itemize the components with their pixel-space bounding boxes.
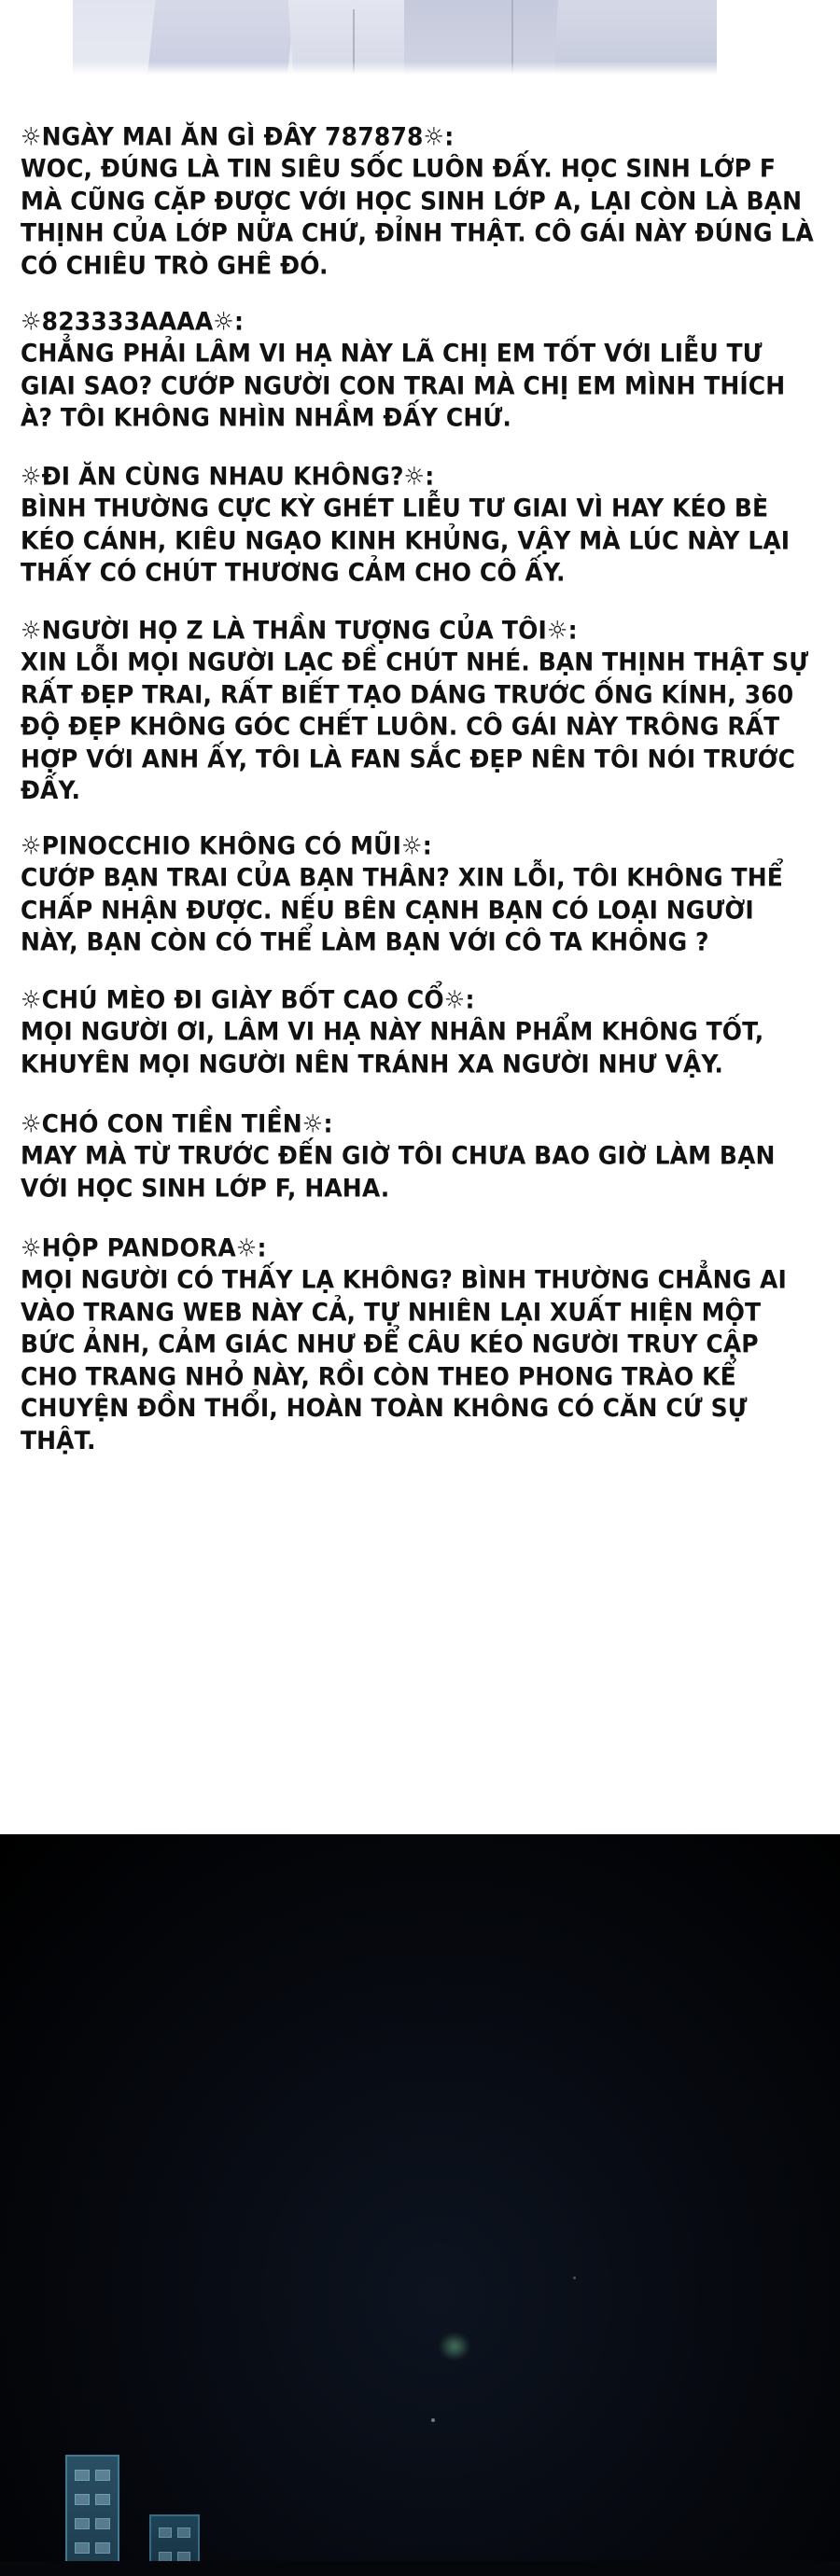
comment-nickname: ☼CHÚ MÈO ĐI GIÀY BỐT CAO CỔ☼: (21, 985, 475, 1014)
ground-line (0, 2561, 840, 2576)
panel-gutter (0, 1791, 840, 1834)
comment-body: MAY MÀ TỪ TRƯỚC ĐẾN GIỜ TÔI CHƯA BAO GIỜ LÀM BẠN VỚI HỌC SINH LỚP F, HAHA. (21, 1141, 784, 1203)
window-light (177, 2527, 190, 2538)
comment-nickname: ☼PINOCCHIO KHÔNG CÓ MŨI☼: (21, 830, 432, 860)
comment-item (21, 461, 819, 587)
window-light (75, 2494, 90, 2505)
window-light (95, 2494, 110, 2505)
window-light (95, 2470, 110, 2481)
comment-nickname: ☼NGƯỜI HỌ Z LÀ THẦN TƯỢNG CỦA TÔI☼: (21, 616, 578, 645)
night-sky (0, 1834, 840, 2576)
window-light (75, 2542, 90, 2554)
comment-item (21, 615, 819, 805)
comment-body: MỌI NGƯỜI CÓ THẤY LẠ KHÔNG? BÌNH THƯỜNG CHẲNG AI VÀO TRANG WEB NÀY CẢ, TỰ NHIÊN LẠI XUẤT HIỆN MỘT BỨC ẢNH, CẢM GIÁC NHƯ ĐỂ CÂU KÉO NGƯỜI TRUY CẬP CHO TRANG NHỎ NÀY, RỒI CÒN THEO PHONG TRÀO KỂ CHUYỆN ĐỒN THỔI, HOÀN TOÀN KHÔNG CÓ CĂN CỨ SỰ THẬT. (21, 1265, 795, 1455)
window-light (75, 2518, 90, 2529)
comment-item (21, 984, 819, 1077)
comment-item (21, 1232, 819, 1455)
manhwa-panel-night-city (0, 1791, 840, 2576)
building-tall (65, 2455, 119, 2576)
comment-nickname: ☼HỘP PANDORA☼: (21, 1233, 267, 1262)
comment-thread (0, 75, 840, 1455)
comment-body: WOC, ĐÚNG LÀ TIN SIÊU SỐC LUÔN ĐẤY. HỌC SINH LỚP F MÀ CŨNG CẶP ĐƯỢC VỚI HỌC SINH LỚP A, LẠI CÒN LÀ BẠN THỊNH CỦA LỚP NỮA CHỨ, ĐỈNH THẬT. CÔ GÁI NÀY ĐÚNG LÀ CÓ CHIÊU TRÒ GHÊ ĐÓ. (21, 154, 822, 280)
comment-item (21, 121, 822, 280)
comment-item (21, 830, 819, 954)
manhwa-panel-top (0, 0, 840, 75)
distant-light-1 (431, 2418, 435, 2422)
window-light (95, 2518, 110, 2529)
panel-artwork (73, 0, 717, 75)
comment-nickname: ☼ĐI ĂN CÙNG NHAU KHÔNG?☼: (21, 461, 435, 491)
comment-nickname: ☼NGÀY MAI ĂN GÌ ĐÂY 787878☼: (21, 122, 455, 151)
comment-nickname: ☼CHÓ CON TIỀN TIỀN☼: (21, 1109, 333, 1138)
distant-light-2 (573, 2277, 576, 2279)
window-light (159, 2527, 172, 2538)
comment-item (21, 1108, 819, 1201)
panel-fade-edge (73, 62, 717, 75)
comment-body: CHẲNG PHẢI LÂM VI HẠ NÀY LÃ CHỊ EM TỐT VỚI LIỄU TƯ GIAI SAO? CƯỚP NGƯỜI CON TRAI MÀ CHỊ EM MÌNH THÍCH À? TÔI KHÔNG NHÌN NHẦM ĐẤY CHỨ. (21, 339, 794, 432)
comment-body: XIN LỖI MỌI NGƯỜI LẠC ĐỀ CHÚT NHÉ. BẠN THỊNH THẬT SỰ RẤT ĐẸP TRAI, RẤT BIẾT TẠO DÁNG TRƯỚC ỐNG KÍNH, 360 ĐỘ ĐẸP KHÔNG GÓC CHẾT LUÔN. CÔ GÁI NÀY TRÔNG RẤT HỢP VỚI ANH ẤY, TÔI LÀ FAN SẮC ĐẸP NÊN TÔI NÓI TRƯỚC ĐẤY. (21, 647, 818, 805)
window-light (75, 2470, 90, 2481)
window-light (95, 2542, 110, 2554)
green-glow-light (439, 2332, 470, 2360)
comment-body: MỌI NGƯỜI ƠI, LÂM VI HẠ NÀY NHÂN PHẨM KHÔNG TỐT, KHUYÊN MỌI NGƯỜI NÊN TRÁNH XA NGƯỜI NHƯ VẬY. (21, 1017, 773, 1079)
comment-item (21, 306, 819, 432)
comment-body: BÌNH THƯỜNG CỰC KỲ GHÉT LIỄU TƯ GIAI VÌ HAY KÉO BÈ KÉO CÁNH, KIÊU NGẠO KINH KHỦNG, VẬY MÀ LÚC NÀY LẠI THẤY CÓ CHÚT THƯƠNG CẢM CHO CÔ ẤY. (21, 493, 799, 587)
comment-body: CƯỚP BẠN TRAI CỦA BẠN THÂN? XIN LỖI, TÔI KHÔNG THỂ CHẤP NHẬN ĐƯỢC. NẾU BÊN CẠNH BẠN CÓ LOẠI NGƯỜI NÀY, BẠN CÒN CÓ THỂ LÀM BẠN VỚI CÔ TA KHÔNG ? (21, 862, 791, 956)
comment-nickname: ☼823333AAAA☼: (21, 307, 245, 336)
